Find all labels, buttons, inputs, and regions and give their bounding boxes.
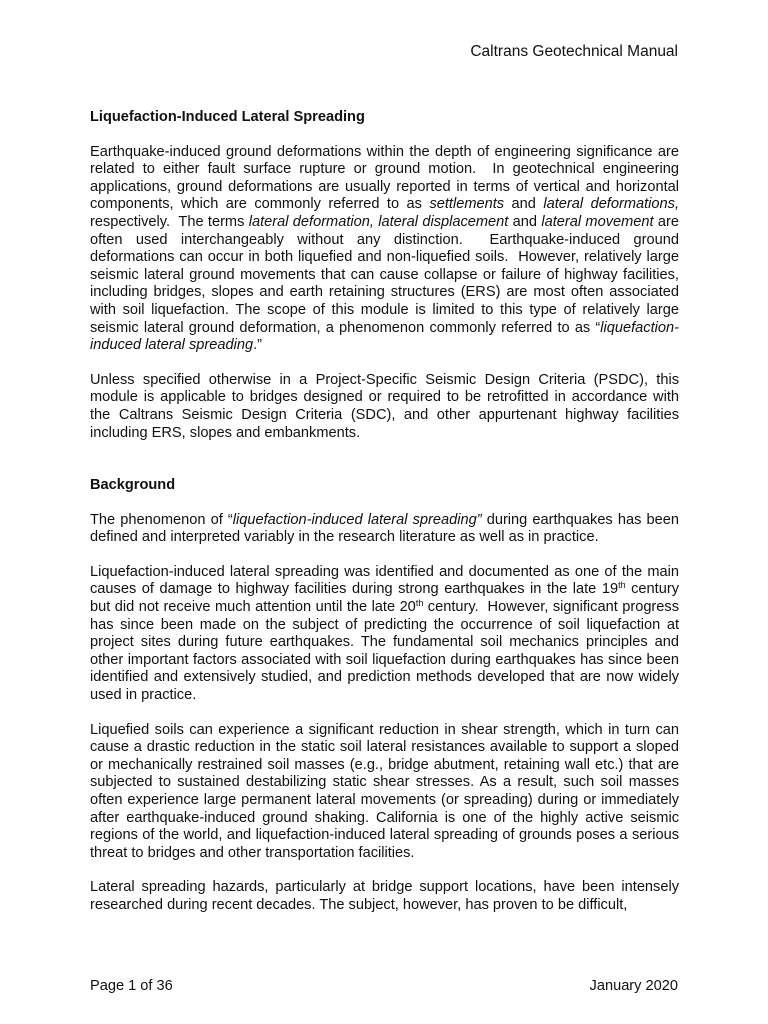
section-heading: Background	[90, 477, 176, 494]
section-heading: Liquefaction-Induced Lateral Spreading	[90, 109, 365, 125]
paragraph: Earthquake-induced ground deformations within the depth of engineering significance are related to either fault surface rupture or ground motion. In geotechnical engineering applications, ground deformations are usually reported in terms of vertical and horizontal components, which are commonly referred to as settlements and lateral deformations, respectively. The terms lateral deformation, lateral displacement and lateral movement are often used interchangeably without any distinction. Earthquake-induced ground deformations can occur in both liquefied and non-liquefied soils. However, relatively large seismic lateral ground movements that can cause collapse or failure of highway facilities, including bridges, slopes and earth retaining structures (ERS) are most often associated with soil liquefaction. The scope of this module is limited to this type of relatively large seismic lateral ground deformation, a phenomenon commonly referred to as “liquefaction-induced lateral spreading.”	[90, 143, 679, 354]
footer-date: January 2020	[589, 978, 678, 994]
paragraph: Liquefaction-induced lateral spreading was identified and documented as one of the main causes of damage to highway facilities during strong earthquakes in the late 19th century but did not receive much attention until the late 20th century. However, significant progress has since been made on the subject of predicting the occurrence of soil liquefaction at project sites during future earthquakes. The fundamental soil mechanics principles and other important factors associated with soil liquefaction during earthquakes has since been identified and extensively studied, and prediction methods developed that are now widely used in practice.	[90, 563, 680, 704]
paragraph: Unless specified otherwise in a Project-Specific Seismic Design Criteria (PSDC), this module is applicable to bridges designed or required to be retrofitted in accordance with the Caltrans Seismic Design Criteria (SDC), and other appurtenant highway facilities including ERS, slopes and embankments.	[90, 371, 679, 441]
paragraph: The phenomenon of “liquefaction-induced lateral spreading” during earthquakes has been defined and interpreted variably in the research literature as well as in practice.	[90, 511, 679, 546]
page-body	[90, 109, 679, 932]
running-header: Caltrans Geotechnical Manual	[470, 43, 678, 60]
paragraph: Lateral spreading hazards, particularly at bridge support locations, have been intensely researched during recent decades. The subject, however, has proven to be difficult,	[90, 879, 679, 913]
paragraph: Liquefied soils can experience a significant reduction in shear strength, which in turn can cause a drastic reduction in the static soil lateral resistances available to support a sloped or mechanically restrained soil masses (e.g., bridge abutment, retaining wall etc.) that are subjected to sustained destabilizing static shear stresses. As a result, such soil masses often experience large permanent lateral movements (or spreading) during or immediately after earthquake-induced ground shaking. California is one of the highly active seismic regions of the world, and liquefaction-induced lateral spreading of grounds poses a serious threat to bridges and other transportation facilities.	[90, 721, 679, 861]
page-number: Page 1 of 36	[90, 978, 173, 994]
